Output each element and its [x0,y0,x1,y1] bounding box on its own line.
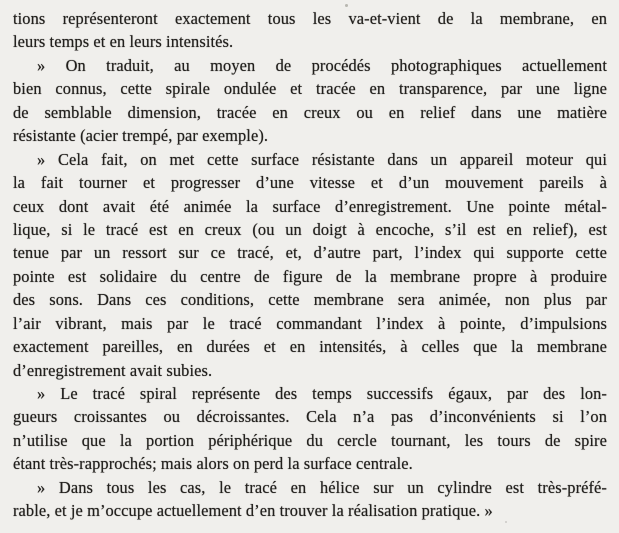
text-line: » On traduit, au moyen de procédés photographiques actuellement [37,55,607,75]
scan-artifact [68,300,70,302]
text-line: de semblable dimension, tracée en creux ou en relief dans une matière [13,102,607,122]
text-line: résistante (acier trempé, par exemple). [13,126,269,146]
text-line: étant très-rapprochés; mais alors on perd la surface centrale. [13,454,413,474]
text-line: l’air vibrant, mais par le tracé commandant l’index à pointe, d’impulsions [13,313,607,333]
text-line: gueurs croissantes ou décroissantes. Cela n’a pas d’inconvénients si l’on [13,407,607,427]
text-line: lique, si le tracé est en creux (ou un doigt à encoche, s’il est en relief), est [13,219,607,239]
text-line: » Le tracé spiral représente des temps successifs égaux, par des lon- [37,384,607,403]
text-line: » Dans tous les cas, le tracé en hélice sur un cylindre est très-préfé- [37,477,607,497]
text-line: ceux dont avait été animée la surface d’enregistrement. Une pointe métal- [13,196,607,216]
text-line: des sons. Dans ces conditions, cette membrane sera animée, non plus par [13,290,607,310]
text-line: bien connus, cette spirale ondulée et tracée en transparence, par une ligne [13,79,607,99]
text-line: tenue par un ressort sur ce tracé, et, d’autre part, l’index qui supporte cette [13,243,607,263]
text-line: tions représenteront exactement tous les va-et-vient de la membrane, en [13,9,607,28]
text-line: la fait tourner et progresser d’une vitesse et d’un mouvement pareils à [13,173,607,193]
text-line: n’utilise que la portion périphérique du cercle tournant, les tours de spire [13,430,607,450]
scan-artifact [345,4,348,7]
text-line: d’enregistrement avait subies. [13,360,213,380]
text-line: rable, et je m’occupe actuellement d’en trouver la réalisation pratique. » [13,501,493,521]
page-text [13,7,607,523]
text-line: pointe est solidaire du centre de figure de la membrane propre à produire [13,266,607,286]
text-line: » Cela fait, on met cette surface résistante dans un appareil moteur qui [37,149,607,169]
text-line: exactement pareilles, en durées et en intensités, à celles que la membrane [13,337,607,357]
scan-artifact [505,521,507,523]
text-line: leurs temps et en leurs intensités. [13,32,234,52]
